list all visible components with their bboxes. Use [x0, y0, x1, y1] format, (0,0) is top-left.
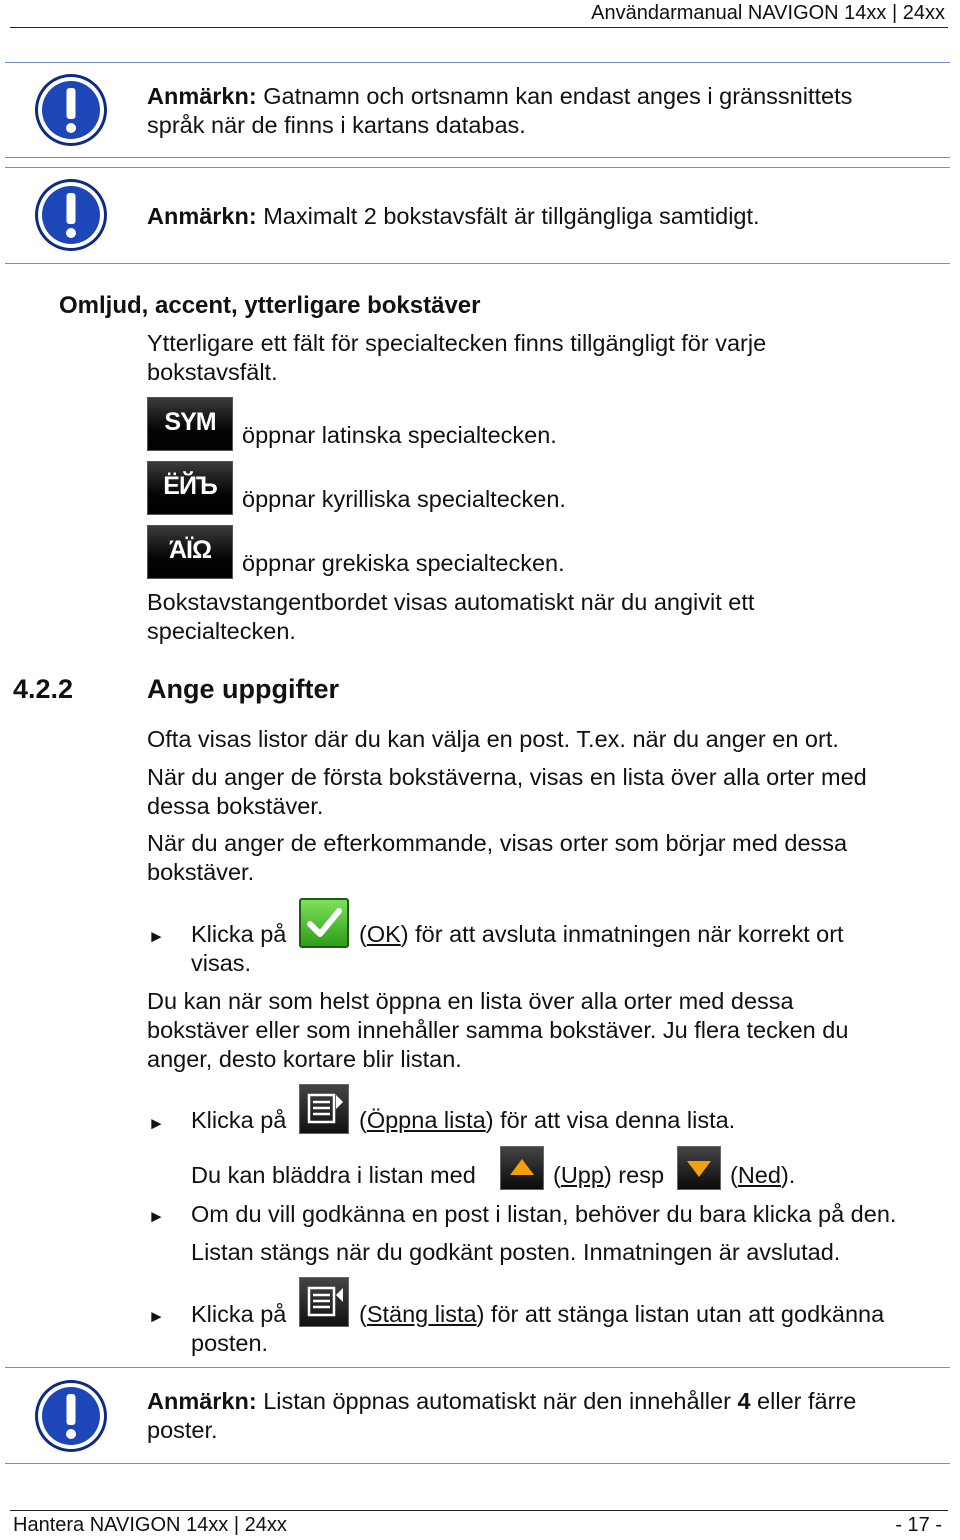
- step-text: Klicka på: [191, 921, 287, 947]
- scroll-up-button[interactable]: [500, 1146, 544, 1190]
- note-rule: [5, 1367, 950, 1368]
- greek-key-button[interactable]: ΆΪΩ: [147, 525, 233, 579]
- section-number: 4.2.2: [13, 674, 74, 704]
- arrow-up-icon: [501, 1147, 543, 1189]
- text-line: ).: [780, 1162, 796, 1188]
- open-list-link[interactable]: Öppna lista: [366, 1107, 486, 1133]
- text-line: ) resp: [603, 1162, 665, 1188]
- note-text: Listan öppnas automatiskt när den innehåller: [263, 1388, 738, 1414]
- open-list-button[interactable]: [299, 1084, 349, 1134]
- paragraph: [147, 987, 848, 1074]
- footer-title: Hantera NAVIGON 14xx | 24xx: [13, 1514, 287, 1536]
- note-rule: [5, 263, 950, 264]
- step-text: (OK) för att avsluta inmatningen när korrekt ort: [359, 921, 844, 947]
- key-description: öppnar kyrilliska specialtecken.: [242, 486, 566, 512]
- text-line: När du anger de efterkommande, visas orter som börjar med dessa: [147, 830, 848, 856]
- warning-exclamation-icon: [33, 1378, 109, 1454]
- footer-rule: [10, 1510, 948, 1511]
- sym-key-button[interactable]: SYM: [147, 397, 233, 451]
- list-icon: [300, 1085, 348, 1133]
- text-line: Du kan när som helst öppna en lista över alla orter med dessa: [147, 988, 794, 1014]
- page-number: - 17 -: [895, 1514, 942, 1536]
- paragraph: [147, 763, 867, 821]
- step-text: (Öppna lista) för att visa denna lista.: [359, 1107, 736, 1133]
- header-rule: [10, 27, 948, 28]
- note-rule: [5, 167, 950, 168]
- paragraph: [147, 829, 847, 887]
- ok-check-icon: [301, 900, 347, 946]
- text-line: bokstäver.: [147, 859, 255, 885]
- down-link[interactable]: Ned: [737, 1162, 781, 1188]
- step-text-cont: visas.: [191, 950, 252, 976]
- paragraph: [147, 588, 754, 646]
- text-line: ) för att avsluta inmatningen när korrekt ort: [400, 921, 844, 947]
- note-label: Anmärkn:: [147, 203, 257, 229]
- scroll-text: (Ned).: [730, 1162, 796, 1188]
- ok-button[interactable]: [299, 898, 349, 948]
- close-list-button[interactable]: [299, 1277, 349, 1327]
- note-1: [147, 82, 852, 140]
- note-text: Maximalt 2 bokstavsfält är tillgängliga samtidigt.: [263, 203, 760, 229]
- text-line: När du anger de första bokstäverna, visas en lista över alla orter med: [147, 764, 867, 790]
- note-text-cont: språk när de finns i kartans databas.: [147, 112, 526, 138]
- note-text: Gatnamn och ortsnamn kan endast anges i gränssnittets: [263, 83, 853, 109]
- paragraph: [147, 329, 766, 387]
- bullet-arrow-icon: ►: [148, 1114, 165, 1133]
- step-text: (Stäng lista) för att stänga listan utan att godkänna: [359, 1301, 885, 1327]
- text-line: specialtecken.: [147, 618, 296, 644]
- note-number: 4: [737, 1388, 751, 1414]
- key-description: öppnar grekiska specialtecken.: [242, 550, 565, 576]
- page-header-title: Användarmanual NAVIGON 14xx | 24xx: [591, 2, 945, 24]
- step-text: Klicka på: [191, 1301, 287, 1327]
- paragraph: Ofta visas listor där du kan välja en post. T.ex. när du anger en ort.: [147, 726, 839, 752]
- bullet-arrow-icon: ►: [148, 1307, 165, 1326]
- list-icon: [300, 1278, 348, 1326]
- step-text-cont: posten.: [191, 1330, 269, 1356]
- scroll-text: Du kan bläddra i listan med: [191, 1162, 476, 1188]
- note-label: Anmärkn:: [147, 83, 257, 109]
- text-line: ) för att stänga listan utan att godkänna: [476, 1301, 885, 1327]
- warning-exclamation-icon: [33, 72, 109, 148]
- note-text: eller färre: [750, 1388, 857, 1414]
- arrow-down-icon: [678, 1147, 720, 1189]
- cyrillic-key-button[interactable]: ЁЙЪ: [147, 461, 233, 515]
- warning-exclamation-icon: [33, 177, 109, 253]
- text-line: Ytterligare ett fält för specialtecken finns tillgängligt för varje: [147, 330, 767, 356]
- step-text: Klicka på: [191, 1107, 287, 1133]
- up-link[interactable]: Upp: [560, 1162, 604, 1188]
- text-line: bokstavsfält.: [147, 359, 278, 385]
- note-rule: [5, 157, 950, 158]
- note-3: [147, 1387, 856, 1445]
- bullet-arrow-icon: ►: [148, 927, 165, 946]
- paragraph: Listan stängs när du godkänt posten. Inmatningen är avslutad.: [191, 1239, 841, 1265]
- text-line: Bokstavstangentbordet visas automatiskt när du angivit ett: [147, 589, 755, 615]
- step-text: Om du vill godkänna en post i listan, behöver du bara klicka på den.: [191, 1201, 897, 1227]
- text-line: bokstäver eller som innehåller samma bokstäver. Ju flera tecken du: [147, 1017, 849, 1043]
- text-line: dessa bokstäver.: [147, 793, 324, 819]
- text-line: ) för att visa denna lista.: [485, 1107, 736, 1133]
- scroll-down-button[interactable]: [677, 1146, 721, 1190]
- section-heading: Omljud, accent, ytterligare bokstäver: [59, 292, 481, 319]
- note-rule: [5, 1463, 950, 1464]
- text-line: anger, desto kortare blir listan.: [147, 1046, 462, 1072]
- note-label: Anmärkn:: [147, 1388, 257, 1414]
- bullet-arrow-icon: ►: [148, 1207, 165, 1226]
- note-2: [147, 202, 760, 231]
- key-description: öppnar latinska specialtecken.: [242, 422, 557, 448]
- close-list-link[interactable]: Stäng lista: [366, 1301, 477, 1327]
- note-text-cont: poster.: [147, 1417, 218, 1443]
- scroll-text: (Upp) resp: [553, 1162, 665, 1188]
- section-heading: Ange uppgifter: [147, 674, 339, 704]
- note-rule: [5, 62, 950, 63]
- ok-link[interactable]: OK: [366, 921, 401, 947]
